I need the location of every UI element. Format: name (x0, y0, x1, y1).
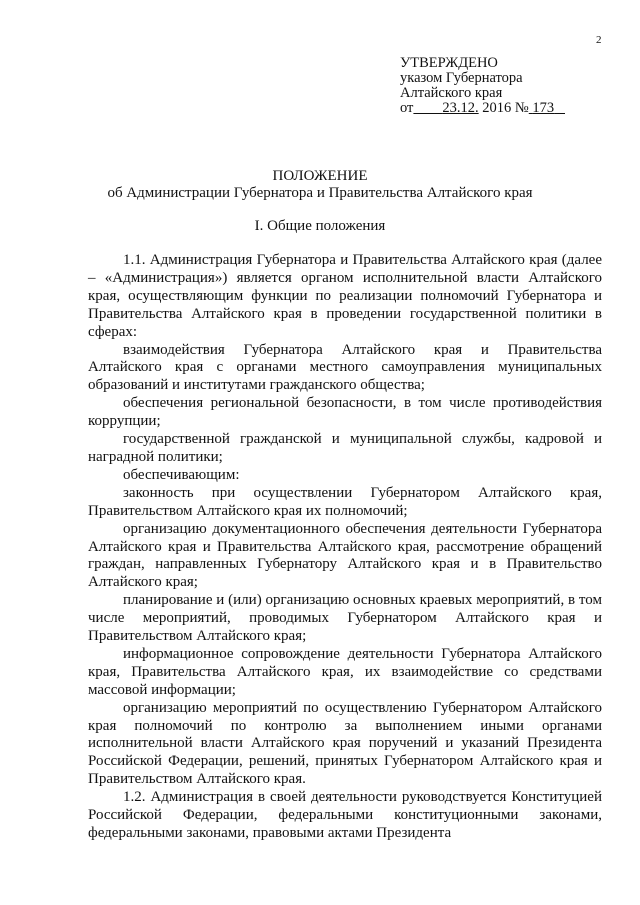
paragraph-1-2: 1.2. Администрация в своей деятельности руководствуется Конституцией Российской Федерации, федеральными конституционными законами, федеральными законами, правовыми актами Президента (88, 789, 602, 841)
paragraph-media: информационное сопровождение деятельности Губернатора Алтайского края, Правительства Алтайского края, их взаимодействие со средствами массовой информации; (88, 645, 602, 698)
page-number: 2 (596, 34, 602, 46)
paragraph-security: обеспечения региональной безопасности, в том числе противодействия коррупции; (88, 395, 602, 430)
section-heading: I. Общие положения (254, 218, 386, 234)
approval-line-approved: УТВЕРЖДЕНО (400, 55, 498, 71)
approval-line-region: Алтайского края (400, 85, 503, 101)
approval-from-label: от (400, 100, 414, 116)
paragraph-ensuring: обеспечивающим: (123, 466, 240, 483)
approval-date-line (400, 101, 565, 116)
paragraph-control: организацию мероприятий по осуществлению Губернатором Алтайского края полномочий по контролю за выполнением иными органами исполнительной власти Алтайского края поручений и указаний Президента Российской Федерации, решений, принятых Губернатором Алтайского края и Правительством Алтайского края. (88, 699, 602, 788)
paragraph-1-1: 1.1. Администрация Губернатора и Правительства Алтайского края (далее – «Администрация») является органом исполнительной власти Алтайского края, осуществляющим функции по реализации полномочий Губернатора и Правительства Алтайского края в проведении государственной политики в сферах: (88, 252, 602, 340)
approval-number-label: № (514, 100, 529, 116)
approval-stamp (400, 56, 565, 116)
document-body (88, 252, 602, 843)
paragraph-planning: планирование и (или) организацию основных краевых мероприятий, в том числе мероприятий, проводимых Губернатором Алтайского края и Правительством Алтайского края; (88, 592, 602, 645)
paragraph-civil-service: государственной гражданской и муниципальной службы, кадровой и наградной политики; (88, 431, 602, 465)
approval-line-decree: указом Губернатора (400, 70, 523, 86)
paragraph-legality: законность при осуществлении Губернатором Алтайского края, Правительством Алтайского края их полномочий; (88, 484, 602, 519)
paragraph-interaction: взаимодействия Губернатора Алтайского края и Правительства Алтайского края с органами местного самоуправления муниципальных образований и институтами гражданского общества; (88, 341, 602, 394)
document-subtitle: об Администрации Губернатора и Правительства Алтайского края (107, 185, 533, 201)
document-title: ПОЛОЖЕНИЕ (272, 168, 368, 184)
approval-number: 173 (532, 100, 555, 116)
approval-year: 2016 (482, 100, 512, 116)
approval-date: 23.12. (442, 100, 479, 116)
paragraph-documentation: организацию документационного обеспечения деятельности Губернатора Алтайского края и Правительства Алтайского края, рассмотрение обращений граждан, направленных Губернатору Алтайского края и в Правительство Алтайского края; (88, 520, 602, 591)
